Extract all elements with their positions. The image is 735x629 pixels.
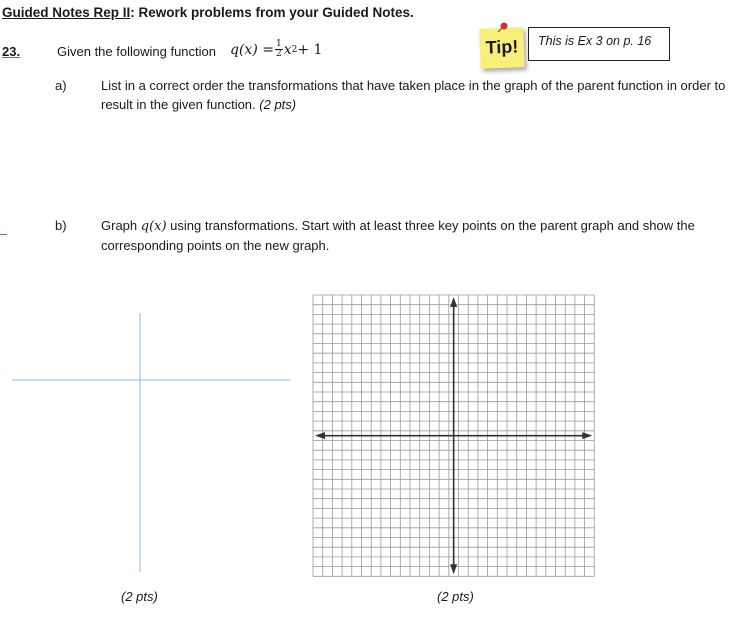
fraction: [275, 40, 283, 59]
part-b-text: [101, 216, 731, 255]
left-axes-sketch: [0, 300, 300, 580]
left-graph-points: (2 pts): [121, 589, 158, 604]
x-axis-right-arrow-icon: [582, 432, 592, 439]
tip-label: Tip!: [485, 36, 519, 58]
part-a-letter: a): [55, 78, 67, 93]
tip-note-text: This is Ex 3 on p. 16: [538, 34, 652, 48]
part-a-instructions: List in a correct order the transformations that have taken place in the graph of the parent function in order to result in the given function.: [101, 78, 726, 112]
function-tail: + 1: [297, 41, 323, 58]
part-b-text-after: using transformations. Start with at least three key points on the parent graph and show the corresponding points on the new graph.: [101, 218, 695, 253]
fraction-denominator: 2: [275, 49, 282, 59]
tip-note-box: [528, 27, 670, 61]
part-b-math: q(x): [140, 219, 167, 234]
pushpin-icon: [494, 20, 510, 36]
right-graph-points: (2 pts): [437, 589, 474, 604]
function-variable: x: [283, 41, 292, 58]
y-axis-down-arrow-icon: [450, 564, 457, 574]
title-underlined: Guided Notes Rep II: [2, 5, 131, 20]
part-a-points: (2 pts): [259, 97, 297, 112]
y-axis-up-arrow-icon: [450, 297, 457, 307]
x-axis-left-arrow-icon: [315, 432, 325, 439]
part-a-text: [101, 76, 726, 114]
title-rest: : Rework problems from your Guided Notes.: [130, 5, 414, 20]
fraction-numerator: 1: [275, 39, 282, 49]
coordinate-grid[interactable]: [300, 285, 610, 585]
question-number: 23.: [2, 44, 21, 59]
part-b-letter: b): [55, 218, 67, 233]
function-exponent: 2: [291, 44, 298, 55]
page-title: [2, 5, 414, 20]
question-prompt: Given the following function: [57, 44, 216, 59]
margin-mark: [0, 234, 7, 235]
function-expression: [230, 40, 322, 59]
part-b-text-before: Graph: [101, 218, 141, 233]
function-name: q(x) =: [230, 41, 274, 58]
